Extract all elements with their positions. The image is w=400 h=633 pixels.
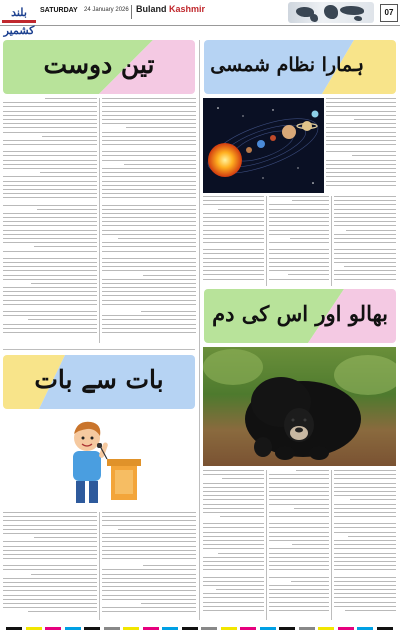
text-column (334, 196, 396, 286)
text-column (334, 470, 396, 620)
solar-system-image (203, 98, 324, 193)
color-swatch (123, 627, 139, 630)
color-swatch (104, 627, 120, 630)
header-day: SATURDAY (40, 7, 78, 14)
color-swatch (260, 627, 276, 630)
color-swatch (182, 627, 198, 630)
boy-at-podium (3, 412, 195, 508)
color-swatch (84, 627, 100, 630)
logo-underline (2, 20, 36, 23)
header-date: 24 January 2026 (84, 7, 129, 13)
column-rule (266, 196, 267, 286)
color-swatch (338, 627, 354, 630)
column-rule (331, 196, 332, 286)
article-title: تین دوست (43, 50, 155, 79)
text-column (269, 470, 329, 620)
color-swatch (201, 627, 217, 630)
text-column (203, 470, 264, 620)
header-brand (136, 4, 205, 14)
column-rule (199, 40, 200, 620)
column-rule (331, 470, 332, 620)
color-swatch (221, 627, 237, 630)
article-title: بات سے بات (34, 365, 164, 394)
page-number: 07 (380, 4, 398, 22)
color-swatch (357, 627, 373, 630)
text-column (102, 98, 196, 343)
banner-bear (204, 289, 396, 343)
color-swatch (377, 627, 393, 630)
section-rule (3, 349, 195, 350)
column-rule (266, 470, 267, 620)
color-swatch (299, 627, 315, 630)
banner-solar-system (204, 40, 396, 94)
world-map-graphic (288, 2, 374, 23)
color-swatch (279, 627, 295, 630)
banner-baat-se-baat (3, 355, 195, 409)
color-swatch (240, 627, 256, 630)
bear-image (203, 347, 396, 466)
text-column (3, 512, 97, 620)
header-divider (131, 5, 132, 19)
color-swatch (318, 627, 334, 630)
color-swatch (65, 627, 81, 630)
color-swatch (6, 627, 22, 630)
brand-accent: Kashmir (169, 4, 206, 14)
bear-illustration (203, 347, 396, 466)
text-column (3, 98, 97, 343)
boy-cartoon-image (3, 412, 195, 508)
text-column (269, 196, 329, 286)
color-swatch (45, 627, 61, 630)
article-title: ہمارا نظام شمسی (210, 54, 364, 76)
page-header (0, 0, 400, 37)
column-rule (99, 98, 100, 343)
text-column (326, 98, 396, 193)
masthead-logo: بلند کشمیر (3, 6, 35, 37)
solar-illustration (203, 98, 324, 193)
column-rule (99, 512, 100, 620)
text-column (203, 196, 264, 286)
article-title: بھالو اور اس کی دم (212, 301, 388, 326)
color-swatch (26, 627, 42, 630)
print-registration-bar (0, 624, 400, 633)
brand-main: Buland (136, 4, 167, 14)
color-swatch (162, 627, 178, 630)
color-swatch (143, 627, 159, 630)
banner-teen-dost (3, 40, 195, 94)
text-column (102, 512, 196, 620)
